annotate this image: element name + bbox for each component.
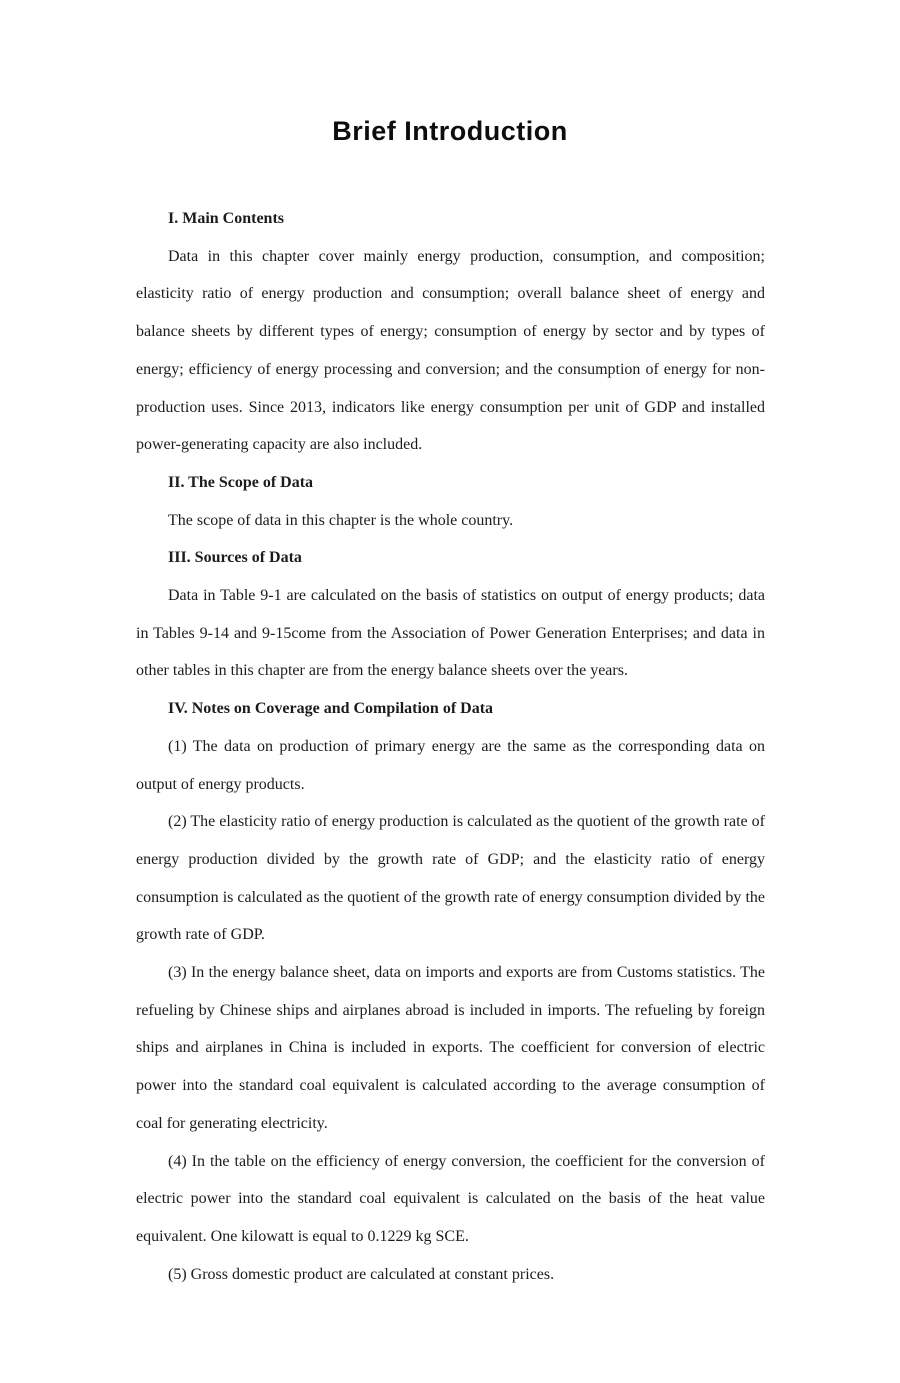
section-heading: I. Main Contents: [168, 210, 285, 227]
section-heading: IV. Notes on Coverage and Compilation of Data: [168, 700, 494, 718]
section-scope-of-data: [136, 464, 765, 539]
paragraph-note-2: (2) The elasticity ratio of energy production is calculated as the quotient of the growth rate of energy production divided by the growth rate of GDP; and the elasticity ratio of energy consumption is calculated as the quotient of the growth rate of energy consumption divided by the growth rate of GDP.: [136, 813, 765, 944]
page-title: Brief Introduction: [332, 116, 568, 146]
paragraph: Data in Table 9-1 are calculated on the basis of statistics on output of energy products; data in Tables 9-14 and 9-15come from the Association of Power Generation Enterprises; and data in other tables in this chapter are from the energy balance sheets over the years.: [136, 587, 765, 680]
paragraph-note-5: (5) Gross domestic product are calculated at constant prices.: [168, 1265, 555, 1283]
document-body: [136, 200, 765, 1293]
paragraph-note-1: (1) The data on production of primary energy are the same as the corresponding data on output of energy products.: [136, 737, 765, 793]
section-heading: III. Sources of Data: [168, 549, 302, 567]
section-sources-of-data: [136, 539, 765, 690]
section-main-contents: [136, 200, 765, 464]
paragraph-note-4: (4) In the table on the efficiency of energy conversion, the coefficient for the conversion of electric power into the standard coal equivalent is calculated on the basis of the heat value equivalent. One kilowatt is equal to 0.1229 kg SCE.: [136, 1152, 765, 1245]
section-heading: II. The Scope of Data: [168, 473, 314, 491]
paragraph-note-3: (3) In the energy balance sheet, data on imports and exports are from Customs statistics. The refueling by Chinese ships and airplanes abroad is included in imports. The refueling by foreign ships and airplanes in China is included in exports. The coefficient for conversion of electric power into the standard coal equivalent is calculated according to the average consumption of coal for generating electricity.: [136, 964, 765, 1132]
paragraph: Data in this chapter cover mainly energy production, consumption, and composition; elasticity ratio of energy production and consumption; overall balance sheet of energy and balance sheets by different types of energy; consumption of energy by sector and by types of energy; efficiency of energy processing and conversion; and the consumption of energy for non-production uses. Since 2013, indicators like energy consumption per unit of GDP and installed power-generating capacity are also included.: [136, 247, 765, 454]
section-notes-on-coverage: [136, 690, 765, 1293]
paragraph: The scope of data in this chapter is the whole country.: [168, 511, 514, 529]
